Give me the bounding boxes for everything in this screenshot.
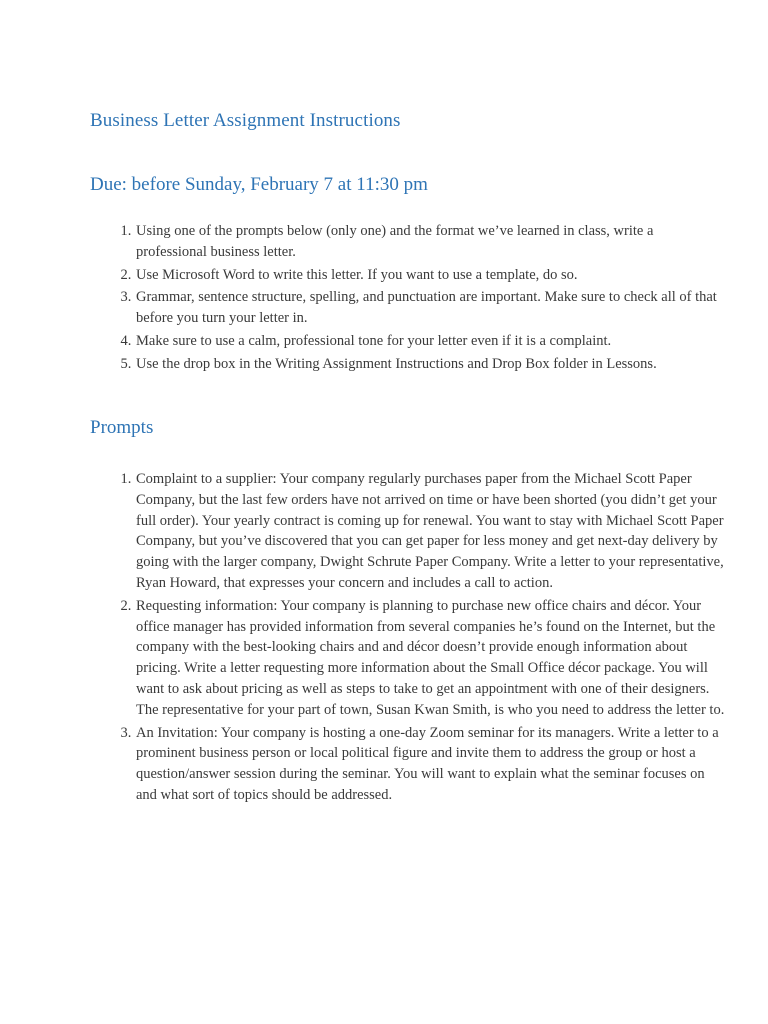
prompts-list: [90, 469, 725, 808]
instruction-item: 1. Using one of the prompts below (only one) and the format we’ve learned in class, write a professional business letter.: [135, 221, 725, 263]
instruction-item: 4. Make sure to use a calm, professional tone for your letter even if it is a complaint.: [135, 331, 725, 352]
instruction-item: 3. Grammar, sentence structure, spelling, and punctuation are important. Make sure to check all of that before you turn your letter in.: [135, 287, 725, 329]
prompt-item: 3. An Invitation: Your company is hosting a one-day Zoom seminar for its managers. Write a letter to a prominent business person or local political figure and invite them to address the group or host a question/answer session during the seminar. You will want to explain what the seminar focuses on and what sort of topics should be addressed.: [135, 723, 725, 806]
instruction-item: 2. Use Microsoft Word to write this letter. If you want to use a template, do so.: [135, 265, 725, 286]
prompt-item: 1. Complaint to a supplier: Your company regularly purchases paper from the Michael Scott Paper Company, but the last few orders have not arrived on time or have been shorted (you didn’t get your full order). Your yearly contract is coming up for renewal. You want to stay with Michael Scott Paper Company, but you’ve discovered that you can get paper for less money and get next-day delivery by going with the larger company, Dwight Schrute Paper Company. Write a letter to your representative, Ryan Howard, that expresses your concern and includes a call to action.: [135, 469, 725, 594]
document-title: Business Letter Assignment Instructions: [90, 110, 401, 131]
prompt-item: 2. Requesting information: Your company is planning to purchase new office chairs and décor. Your office manager has provided information from several companies he’s found on the Internet, but the company with the best-looking chairs and and décor doesn’t provide enough information about pricing. Write a letter requesting more information about the Small Office décor package. You will want to ask about pricing as well as steps to take to get an appointment with one of their designers. The representative for your part of town, Susan Kwan Smith, is who you need to address the letter to.: [135, 596, 725, 721]
instruction-item: 5. Use the drop box in the Writing Assignment Instructions and Drop Box folder in Lessons.: [135, 354, 725, 375]
prompts-heading: Prompts: [90, 417, 154, 438]
instructions-list: [90, 221, 725, 377]
due-date-heading: Due: before Sunday, February 7 at 11:30 pm: [90, 174, 428, 195]
